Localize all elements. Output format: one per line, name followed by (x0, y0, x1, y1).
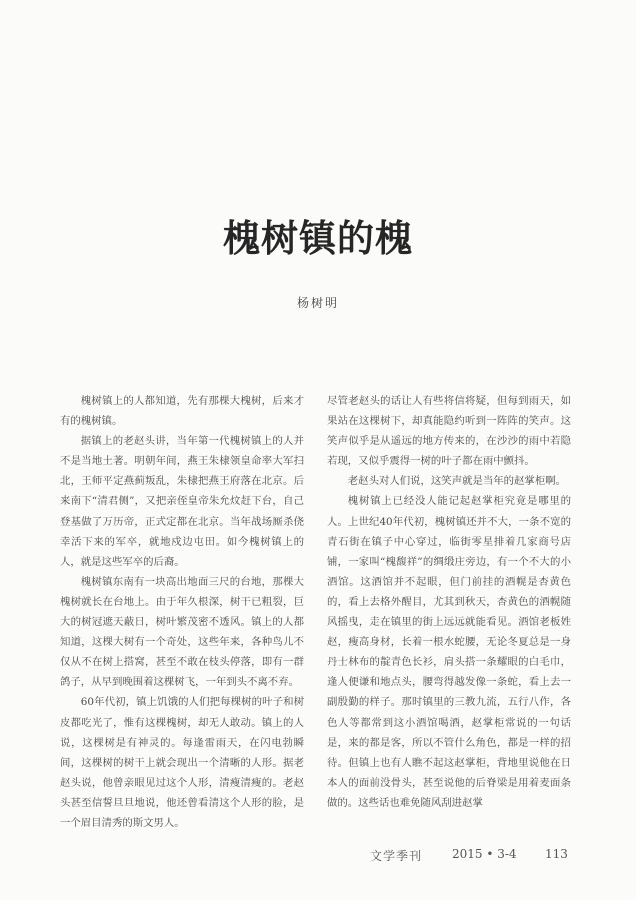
paragraph-continued: 尽管老赵头的话让人有些将信将疑，但每到雨天，如果站在这棵树下，却真能隐约听到一阵阵的笑声。这笑声似乎是从遥远的地方传来的，在沙沙的雨中若隐若现，又似乎震得一树的叶子都在雨中颤抖。 (327, 395, 571, 468)
paragraph: 据镇上的老赵头讲，当年第一代槐树镇上的人并不是当地土著。明朝年间，燕王朱棣领皇命率大军扫北，王师平定燕蓟叛乱，朱棣把燕王府落在北京。后来南下“清君侧”，又把亲侄皇帝朱允炆赶下台，自己登基做了万历帝，正式定都在北京。当年战场厮杀侥幸活下来的军卒，就地戍边屯田。如今槐树镇上的人，就是这些军卒的后裔。 (60, 435, 304, 568)
page-number: 113 (545, 847, 568, 861)
paragraph: 老赵头对人们说，这笑声就是当年的赵掌柜啊。 (347, 475, 566, 488)
left-column (60, 391, 304, 833)
right-column (327, 391, 571, 813)
paragraph: 槐树镇上已经没人能记起赵掌柜究竟是哪里的人。上世纪40年代初，槐树镇还并不大，一条不宽的青石街在镇子中心穿过，临街零星排着几家商号店铺，一家叫“槐馥祥”的绸缎庄旁边，有一个不大的小酒馆。这酒馆并不起眼，但门前挂的酒幌是杏黄色的，看上去格外醒目，尤其到秋天，杏黄色的酒幌随风摇曳，走在镇里的街上远远就能看见。酒馆老板姓赵，瘦高身材，长着一根水蛇腰，无论冬夏总是一身丹士林布的靛青色长衫，肩头搭一条耀眼的白毛巾，逢人便谦和地点头，腰弯得越发像一条蛇，看上去一副殷勤的样子。那时镇里的三教九流，五行八作，各色人等都常到这小酒馆喝酒，赵掌柜常说的一句话是，来的都是客，所以不管什么角色，都是一样的招待。但镇上也有人瞧不起这赵掌柜，背地里说他在日本人的面前没骨头，甚至说他的后脊梁是用着麦面条做的。这些话也难免随风刮进赵掌 (327, 495, 571, 809)
journal-name: 文学季刊 (370, 849, 423, 863)
paragraph: 槐树镇上的人都知道，先有那棵大槐树，后来才有的槐树镇。 (60, 395, 304, 428)
article-author: 杨树明 (296, 296, 339, 310)
paragraph: 60年代初，镇上饥饿的人们把每棵树的叶子和树皮都吃光了，惟有这棵槐树，却无人敢动。镇上的人说，这棵树是有神灵的。每逢雷雨天，在闪电勃瞬间，这棵树的树干上就会现出一个清晰的人形。据老赵头说，他曾亲眼见过这个人形，清瘦清瘦的。老赵头甚至信誓旦旦地说，他还曾看清这个人形的脸，是一个眉目清秀的斯文男人。 (60, 696, 304, 829)
article-title: 槐树镇的槐 (223, 217, 413, 260)
paragraph: 槐树镇东南有一块高出地面三尺的台地，那棵大槐树就长在台地上。由于年久根深，树干已粗裂，巨大的树冠遮天蔽日，树叶繁茂密不透风。镇上的人都知道，这棵大树有一个奇处，这些年来，各种鸟儿不仅从不在树上搭窝，甚至不敢在枝头停落，即有一群鸽子，从早到晚围着这棵树飞，一年到头不离不弃。 (60, 575, 304, 689)
issue-number: 2015 • 3-4 (452, 847, 517, 861)
